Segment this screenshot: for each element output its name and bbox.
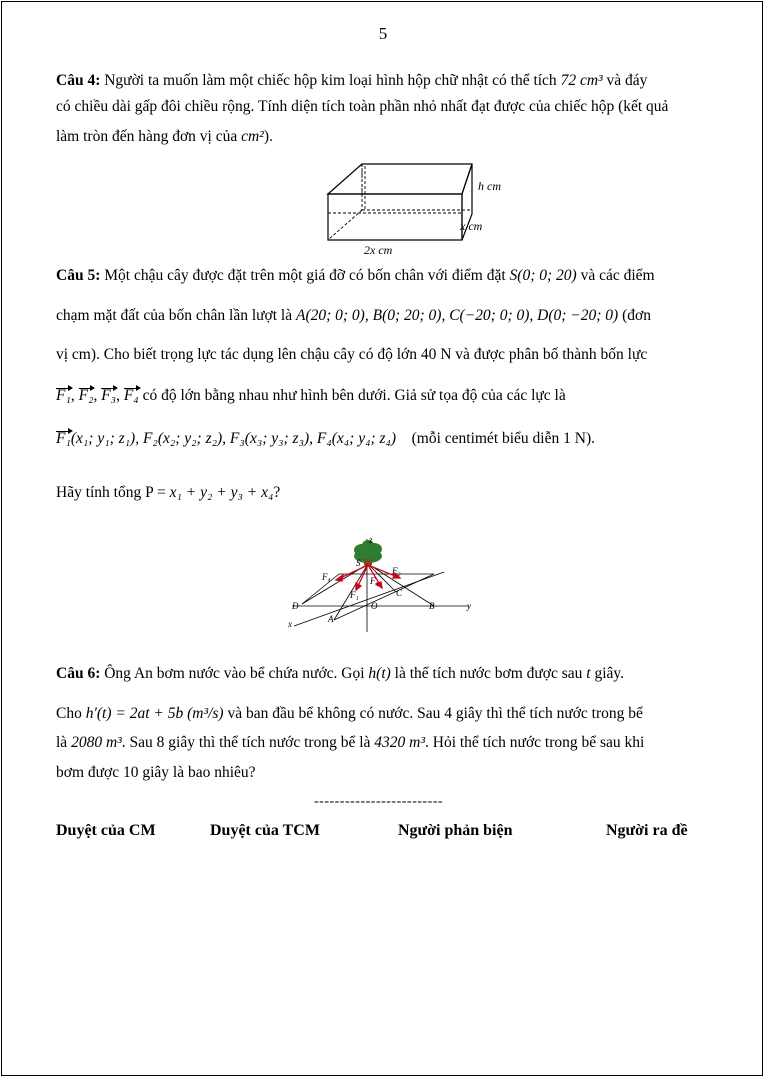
vector-f3: F₃ bbox=[101, 387, 117, 404]
q5-text5-end: (mỗi centimét biểu diễn 1 N). bbox=[411, 430, 595, 447]
fig-label-a: A bbox=[328, 614, 334, 624]
fig-label-f4: F₄ bbox=[322, 572, 331, 582]
q5-label: Câu 5: bbox=[56, 267, 101, 284]
fig-label-s: S bbox=[356, 558, 361, 568]
separator: ------------------------- bbox=[314, 794, 444, 809]
signature-author: Người ra đề bbox=[606, 822, 688, 839]
q6-label: Câu 6: bbox=[56, 665, 101, 682]
vector-f1-coord: F₁ bbox=[56, 430, 71, 447]
q4-label: Câu 4: bbox=[56, 72, 101, 89]
fig-label-b: B bbox=[429, 601, 435, 611]
signature-cm: Duyệt của CM bbox=[56, 822, 156, 839]
q6-text3: là bbox=[56, 734, 72, 751]
q5-line2 bbox=[56, 307, 651, 325]
q6-text1-end: giây. bbox=[590, 665, 625, 682]
q5-line6 bbox=[56, 484, 280, 502]
q6-volume-2: 4320 m³ bbox=[374, 734, 425, 751]
fig-label-f2: F₂ bbox=[392, 566, 401, 576]
page-number: 5 bbox=[378, 24, 388, 43]
q5-line4: F₁, F₂, F₃, F₄ có độ lớn bằng nhau như hình bên dưới. Giả sử tọa độ của các lực là bbox=[56, 387, 566, 404]
force-figure bbox=[284, 534, 484, 634]
signature-reviewer: Người phản biện bbox=[398, 822, 513, 839]
q6-derivative: h′(t) = 2at + 5b (m³/s) bbox=[85, 705, 224, 722]
fig-label-z: z bbox=[369, 535, 373, 545]
box-figure bbox=[320, 158, 520, 256]
q4-text3: làm tròn đến hàng đơn vị của bbox=[56, 128, 242, 145]
q4-line1 bbox=[56, 72, 647, 90]
vector-f2: F₂ bbox=[78, 387, 94, 404]
q6-text1: Ông An bơm nước vào bể chứa nước. Gọi bbox=[100, 665, 369, 682]
label-x: x cm bbox=[460, 219, 483, 233]
q5-line5 bbox=[56, 430, 595, 448]
q6-text2: Cho bbox=[56, 705, 86, 722]
box-top-face bbox=[328, 164, 472, 194]
q5-text1-end: và các điểm bbox=[576, 267, 655, 284]
q6-h-t: h(t) bbox=[368, 665, 391, 682]
fig-label-f1: F₁ bbox=[350, 590, 359, 600]
q4-line2: có chiều dài gấp đôi chiều rộng. Tính diện tích toàn phần nhỏ nhất đạt được của chiếc hộp (kết quả bbox=[56, 98, 669, 115]
q5-point-s: S(0; 0; 20) bbox=[509, 267, 577, 284]
q6-text2-end: và ban đầu bể không có nước. Sau 4 giây thì thể tích nước trong bể bbox=[223, 705, 643, 722]
q4-line3 bbox=[56, 128, 273, 146]
fig-label-c: C bbox=[396, 588, 403, 598]
fig-label-y: y bbox=[467, 601, 471, 611]
fig-label-f3: F₃ bbox=[370, 576, 379, 586]
q5-line1 bbox=[56, 267, 655, 285]
q5-text6-end: ? bbox=[273, 484, 281, 501]
q6-line1 bbox=[56, 665, 624, 683]
q6-line4: bơm được 10 giây là bao nhiêu? bbox=[56, 764, 256, 781]
q5-text4: có độ lớn bằng nhau như hình bên dưới. Giả sử tọa độ của các lực là bbox=[138, 387, 566, 404]
q5-text1: Một chậu cây được đặt trên một giá đỡ có bốn chân với điểm đặt bbox=[100, 267, 510, 284]
q6-line3 bbox=[56, 734, 644, 752]
q4-volume: 72 cm³ bbox=[560, 72, 603, 89]
box-front-face bbox=[328, 194, 462, 240]
q5-points: A(20; 0; 0), B(0; 20; 0), C(−20; 0; 0), D(0; −20; 0) bbox=[295, 307, 619, 324]
vector-f4: F₄ bbox=[123, 387, 139, 404]
fig-label-d: D bbox=[292, 601, 299, 611]
q4-unit: cm² bbox=[241, 128, 264, 145]
signature-tcm: Duyệt của TCM bbox=[210, 822, 320, 839]
q5-line3: vị cm). Cho biết trọng lực tác dụng lên chậu cây có độ lớn 40 N và được phân bố thành bốn lực bbox=[56, 346, 648, 363]
q6-text1-mid: là thể tích nước bơm được sau bbox=[390, 665, 587, 682]
q4-text3-end: ). bbox=[263, 128, 273, 145]
label-2x: 2x cm bbox=[364, 243, 393, 256]
q5-sum: x₁ + y₂ + y₃ + x₄ bbox=[169, 484, 274, 501]
q5-coords: (x₁; y₁; z₁), F₂(x₂; y₂; z₂), F₃(x₃; y₃; z₃), F₄(x₄; y₄; z₄) bbox=[70, 430, 397, 447]
fig-label-o: O bbox=[371, 601, 378, 611]
q6-text3-mid: . Sau 8 giây thì thể tích nước trong bể là bbox=[121, 734, 375, 751]
label-h: h cm bbox=[478, 179, 501, 193]
vector-f1: F₁ bbox=[56, 387, 71, 404]
fig-label-x: x bbox=[288, 619, 292, 629]
q6-t: t bbox=[586, 665, 591, 682]
q4-text1-end: và đáy bbox=[602, 72, 648, 89]
q4-text1: Người ta muốn làm một chiếc hộp kim loại hình hộp chữ nhật có thể tích bbox=[100, 72, 561, 89]
q6-volume-1: 2080 m³ bbox=[71, 734, 122, 751]
q6-line2 bbox=[56, 705, 643, 723]
q5-text2: chạm mặt đất của bốn chân lần lượt là bbox=[56, 307, 296, 324]
q5-text6: Hãy tính tổng P = bbox=[56, 484, 170, 501]
q5-text2-end: (đơn bbox=[618, 307, 651, 324]
q6-text3-end: . Hỏi thể tích nước trong bể sau khi bbox=[425, 734, 645, 751]
